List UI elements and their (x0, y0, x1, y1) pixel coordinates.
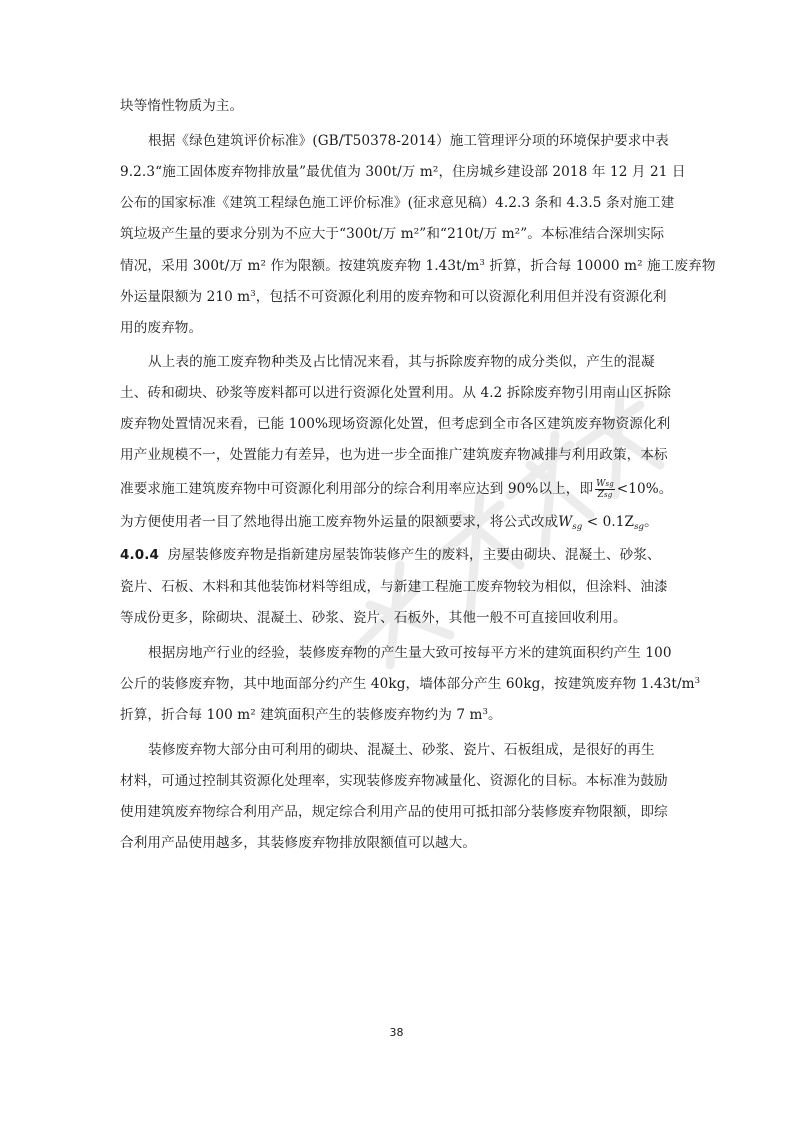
paragraph-line (120, 479, 672, 499)
paragraph-line: 装修废弃物大部分由可利用的砌块、混凝土、砂浆、瓷片、石板组成，是很好的再生 (148, 742, 655, 758)
paragraph-line: 根据房地产行业的经验，装修废弃物的产生量大致可按每平方米的建筑面积约产生 100 (148, 645, 672, 661)
superscript: 3 (250, 289, 256, 299)
fraction-numerator: W (596, 479, 606, 489)
paragraph-line (120, 545, 661, 565)
paragraph-line (120, 256, 716, 276)
superscript: 3 (479, 258, 485, 268)
fraction-denominator: Z (597, 490, 604, 500)
paragraph-line: 土、砖和砌块、砂浆等废料都可以进行资源化处置利用。从 4.2 拆除废弃物引用南山区拆除 (120, 385, 672, 401)
subscript: sg (604, 491, 613, 499)
paragraph-line: 块等惰性物质为主。 (120, 98, 244, 114)
line-text: ，包括不可资源化利用的废弃物和可以资源化利用但并没有资源化利 (255, 289, 667, 305)
paragraph-line: 废弃物处置情况来看，已能 100%现场资源化处置，但考虑到全市各区建筑废弃物资源化利 (120, 416, 671, 432)
paragraph-line: 等成份更多，除砌块、混凝土、砂浆、瓷片、石板外，其他一般不可直接回收利用。 (120, 610, 627, 626)
line-text: 折算，折合每 10000 m² 施工废弃物 (484, 258, 716, 274)
paragraph-line (120, 512, 658, 532)
section-number: 4.0.4 (120, 547, 159, 563)
subscript: sg (572, 522, 583, 532)
line-text: 情况，采用 300t/万 m² 作为限额。按建筑废弃物 1.43t/m (120, 258, 480, 274)
paragraph-line: 从上表的施工废弃物种类及占比情况来看，其与拆除废弃物的成分类似，产生的混凝 (148, 354, 655, 370)
paragraph-line (120, 674, 700, 694)
paragraph-line: 公布的国家标准《建筑工程绿色施工评价标准》(征求意见稿）4.2.3 条和 4.3.5 条对施工建 (120, 195, 675, 211)
line-text: 折算，折合每 100 m² 建筑面积产生的装修废弃物约为 7 m (120, 707, 483, 723)
line-text: 。 (644, 514, 658, 530)
formula-relation: < 0.1Z (582, 514, 635, 530)
superscript: 3 (694, 676, 701, 686)
page-number: 38 (389, 1026, 404, 1039)
line-text: 房屋装修废弃物是指新建房屋装饰装修产生的废料，主要由砌块、混凝土、砂浆、 (167, 547, 661, 563)
paragraph-line: 9.2.3“施工固体废弃物排放量”最优值为 300t/万 m²，住房城乡建设部 2018 年 12 月 21 日 (120, 164, 686, 180)
formula-inline (558, 514, 644, 530)
paragraph-line: 材料，可通过控制其资源化处理率，实现装修废弃物减量化、资源化的目标。本标准为鼓励 (120, 773, 668, 789)
line-text: 准要求施工建筑废弃物中可资源化利用部分的综合利用率应达到 90%以上，即 (120, 481, 594, 497)
paragraph-line: 用产业规模不一，处置能力有差异，也为进一步全面推广建筑废弃物减排与利用政策，本标 (120, 447, 668, 463)
paragraph-line: 用的废弃物。 (120, 320, 203, 336)
paragraph-line: 合利用产品使用越多，其装修废弃物排放限额值可以越大。 (120, 835, 477, 851)
formula-symbol: W (558, 514, 573, 530)
subscript: sg (605, 480, 614, 488)
paragraph-line: 根据《绿色建筑评价标准》(GB/T50378-2014）施工管理评分项的环境保护要求中表 (148, 133, 669, 149)
paragraph-line: 使用建筑废弃物综合利用产品，规定综合利用产品的使用可抵扣部分装修废弃物限额，即综 (120, 804, 668, 820)
line-text: 为方便使用者一目了然地得出施工废弃物外运量的限额要求，将公式改成 (120, 514, 559, 530)
line-text: <10%。 (616, 481, 673, 497)
line-text: 外运量限额为 210 m (120, 289, 251, 305)
paragraph-line (120, 705, 502, 725)
paragraph-line: 瓷片、石板、木料和其他装饰材料等组成，与新建工程施工废弃物较为相似，但涂料、油漆 (120, 579, 668, 595)
paragraph-line (120, 287, 667, 307)
line-text: 。 (488, 707, 502, 723)
subscript: sg (634, 522, 645, 532)
formula-fraction (595, 479, 615, 500)
paragraph-line: 筑垃圾产生量的要求分别为不应大于“300t/万 m²”和“210t/万 m²”。本标准结合深圳实际 (120, 226, 665, 242)
superscript: 3 (482, 707, 489, 717)
line-text: 公斤的装修废弃物，其中地面部分约产生 40kg，墙体部分产生 60kg，按建筑废弃物 1.43t/m (120, 676, 695, 692)
